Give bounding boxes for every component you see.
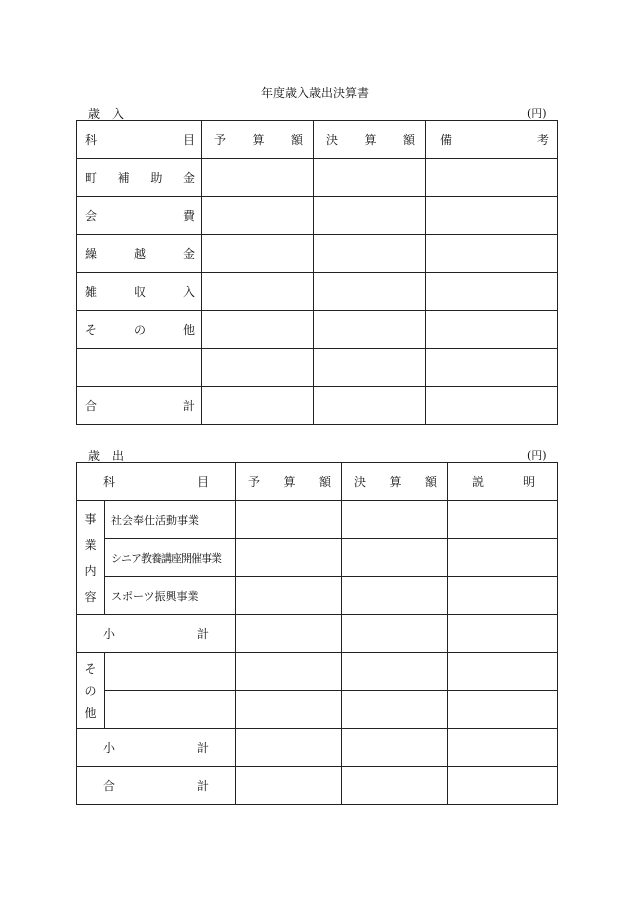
table-row — [77, 159, 558, 197]
expenditure-label: 歳 出 — [88, 449, 125, 463]
settled-cell[interactable] — [342, 691, 448, 729]
revenue-table — [76, 120, 558, 425]
label-char: そ — [85, 323, 98, 337]
budget-cell[interactable] — [236, 653, 342, 691]
settled-cell[interactable] — [314, 387, 426, 425]
settled-cell[interactable] — [342, 615, 448, 653]
revenue-subject-cell — [77, 311, 202, 349]
label-char: 計 — [196, 779, 209, 793]
vertical-label-char: そ — [84, 661, 97, 676]
label-char: 明 — [522, 475, 535, 489]
budget-cell[interactable] — [202, 387, 314, 425]
label-char: の — [133, 323, 146, 337]
settled-cell[interactable] — [314, 349, 426, 387]
budget-cell[interactable] — [202, 159, 314, 197]
label-char: 額 — [402, 133, 415, 147]
budget-cell[interactable] — [236, 691, 342, 729]
table-row — [77, 653, 558, 691]
expenditure-item: スポーツ振興事業 — [105, 577, 236, 615]
label-char: 計 — [196, 741, 209, 755]
expenditure-total-label — [77, 767, 236, 805]
revenue-header-budget — [202, 121, 314, 159]
label-char: 会 — [85, 209, 98, 223]
label-char: 収 — [133, 285, 146, 299]
description-cell[interactable] — [448, 615, 558, 653]
description-cell[interactable] — [448, 653, 558, 691]
label-char: 小 — [103, 627, 116, 641]
label-char: 算 — [364, 133, 377, 147]
revenue-header-row — [77, 121, 558, 159]
expenditure-header-subject — [77, 463, 236, 501]
revenue-header-subject — [77, 121, 202, 159]
settled-cell[interactable] — [342, 767, 448, 805]
label-char: 備 — [440, 133, 453, 147]
remarks-cell[interactable] — [426, 387, 558, 425]
budget-cell[interactable] — [236, 615, 342, 653]
description-cell[interactable] — [448, 539, 558, 577]
revenue-subject-cell — [77, 273, 202, 311]
budget-cell[interactable] — [202, 349, 314, 387]
settled-cell[interactable] — [342, 729, 448, 767]
settled-cell[interactable] — [342, 577, 448, 615]
expenditure-item[interactable] — [105, 691, 236, 729]
revenue-unit: (円) — [527, 107, 547, 120]
vertical-label-char: の — [84, 683, 97, 698]
label-char: 予 — [214, 133, 227, 147]
label-char: 額 — [424, 475, 437, 489]
remarks-cell[interactable] — [426, 273, 558, 311]
table-row — [77, 501, 558, 539]
label-char: 計 — [196, 627, 209, 641]
table-row — [77, 615, 558, 653]
expenditure-table — [76, 462, 558, 805]
vertical-label-char: 容 — [84, 590, 97, 605]
table-row — [77, 387, 558, 425]
label-char: 金 — [182, 171, 195, 185]
label-char: 合 — [103, 779, 116, 793]
revenue-subject-cell — [77, 159, 202, 197]
label-char: 金 — [182, 247, 195, 261]
revenue-subject-cell — [77, 197, 202, 235]
expenditure-item: 社会奉仕活動事業 — [105, 501, 236, 539]
label-char: 額 — [290, 133, 303, 147]
revenue-label: 歳 入 — [88, 107, 125, 121]
budget-cell[interactable] — [236, 577, 342, 615]
table-row — [77, 767, 558, 805]
subtotal-label — [77, 615, 236, 653]
label-char: 考 — [536, 133, 549, 147]
label-char: 他 — [182, 323, 195, 337]
settled-cell[interactable] — [314, 311, 426, 349]
label-char: 説 — [472, 475, 485, 489]
revenue-subject-cell[interactable] — [77, 349, 202, 387]
document-title: 年度歳入歳出決算書 — [260, 86, 369, 100]
label-char: 予 — [248, 475, 261, 489]
label-char: 科 — [103, 475, 116, 489]
description-cell[interactable] — [448, 729, 558, 767]
vertical-label-char: 内 — [84, 564, 97, 579]
group-label-business — [77, 501, 105, 615]
revenue-total-label — [77, 387, 202, 425]
remarks-cell[interactable] — [426, 159, 558, 197]
label-char: 補 — [117, 171, 130, 185]
group-label-other — [77, 653, 105, 729]
label-char: 小 — [103, 741, 116, 755]
budget-cell[interactable] — [236, 729, 342, 767]
budget-cell[interactable] — [236, 767, 342, 805]
table-row — [77, 235, 558, 273]
label-char: 算 — [252, 133, 265, 147]
expenditure-item: シニア教養講座開催事業 — [105, 539, 236, 577]
vertical-label-char: 業 — [84, 537, 97, 552]
remarks-cell[interactable] — [426, 311, 558, 349]
settled-cell[interactable] — [314, 235, 426, 273]
remarks-cell[interactable] — [426, 349, 558, 387]
budget-cell[interactable] — [202, 235, 314, 273]
table-row — [77, 197, 558, 235]
label-char: 目 — [182, 133, 195, 147]
remarks-cell[interactable] — [426, 235, 558, 273]
budget-cell[interactable] — [202, 197, 314, 235]
expenditure-header-row — [77, 463, 558, 501]
settled-cell[interactable] — [314, 197, 426, 235]
label-char: 費 — [182, 209, 195, 223]
budget-cell[interactable] — [236, 501, 342, 539]
description-cell[interactable] — [448, 577, 558, 615]
settled-cell[interactable] — [314, 273, 426, 311]
budget-cell[interactable] — [202, 311, 314, 349]
label-char: 繰 — [85, 247, 98, 261]
table-row — [77, 311, 558, 349]
description-cell[interactable] — [448, 767, 558, 805]
table-row — [77, 691, 558, 729]
expenditure-header-settled — [342, 463, 448, 501]
table-row — [77, 273, 558, 311]
label-char: 科 — [85, 133, 98, 147]
table-row — [77, 577, 558, 615]
budget-cell[interactable] — [202, 273, 314, 311]
label-char: 目 — [196, 475, 209, 489]
remarks-cell[interactable] — [426, 197, 558, 235]
description-cell[interactable] — [448, 691, 558, 729]
label-char: 算 — [283, 475, 296, 489]
table-row — [77, 349, 558, 387]
subtotal-label — [77, 729, 236, 767]
label-char: 助 — [150, 171, 163, 185]
label-char: 算 — [389, 475, 402, 489]
label-char: 合 — [85, 399, 98, 413]
vertical-label-char: 事 — [84, 511, 97, 526]
settled-cell[interactable] — [342, 539, 448, 577]
revenue-header-remarks — [426, 121, 558, 159]
settled-cell[interactable] — [342, 653, 448, 691]
revenue-subject-cell — [77, 235, 202, 273]
label-char: 入 — [182, 285, 195, 299]
table-row — [77, 539, 558, 577]
revenue-header-settled — [314, 121, 426, 159]
settled-cell[interactable] — [314, 159, 426, 197]
label-char: 計 — [182, 399, 195, 413]
label-char: 決 — [326, 133, 339, 147]
expenditure-item[interactable] — [105, 653, 236, 691]
label-char: 町 — [85, 171, 98, 185]
vertical-label-char: 他 — [84, 706, 97, 721]
label-char: 雑 — [85, 285, 98, 299]
expenditure-header-description — [448, 463, 558, 501]
label-char: 決 — [354, 475, 367, 489]
expenditure-unit: (円) — [527, 449, 547, 462]
label-char: 額 — [318, 475, 331, 489]
budget-cell[interactable] — [236, 539, 342, 577]
expenditure-header-budget — [236, 463, 342, 501]
table-row — [77, 729, 558, 767]
label-char: 越 — [133, 247, 146, 261]
description-cell[interactable] — [448, 501, 558, 539]
settled-cell[interactable] — [342, 501, 448, 539]
